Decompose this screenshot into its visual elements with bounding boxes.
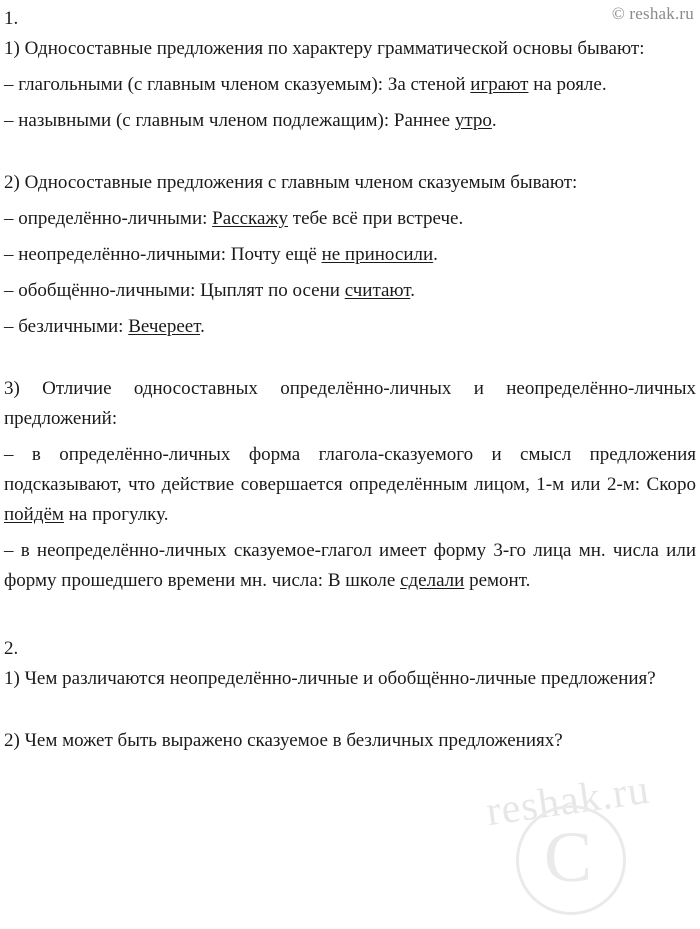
paragraph-text: 1) Чем различаются неопределённо-личные и обобщённо-личные предложения? <box>4 668 656 689</box>
paragraph-text-tail: . <box>433 244 438 265</box>
paragraph-text: – в определённо-личных форма глагола-сказуемого и смысл предложения подсказывают, что действие совершается определённым лицом, 1-м или 2-м: Скоро <box>4 444 696 495</box>
underlined-term: сделали <box>400 570 465 591</box>
watermark-letter: C <box>543 817 593 897</box>
spacer <box>4 700 696 726</box>
underlined-term: пойдём <box>4 504 64 525</box>
watermark-text: reshak.ru <box>483 766 653 836</box>
underlined-term: играют <box>470 74 529 95</box>
paragraph-text: – глагольными (с главным членом сказуемым): За стеной <box>4 74 471 95</box>
underlined-term: Вечереет <box>128 316 201 337</box>
paragraph-q2-1 <box>4 664 696 694</box>
paragraph-q1-1 <box>4 34 696 64</box>
section-number-1: 1. <box>4 8 19 29</box>
paragraph-text-tail: ремонт. <box>464 570 531 591</box>
paragraph-text: 1) Односоставные предложения по характеру грамматической основы бывают: <box>4 38 645 59</box>
paragraph-q1-1-b <box>4 106 696 136</box>
spacer <box>4 602 696 636</box>
paragraph-q1-3-b <box>4 536 696 596</box>
underlined-term: Расскажу <box>212 208 289 229</box>
watermark-circle <box>516 805 626 915</box>
paragraph-text: 2) Чем может быть выражено сказуемое в безличных предложениях? <box>4 730 563 751</box>
watermark-logo <box>438 735 698 925</box>
paragraph-text-tail: тебе всё при встрече. <box>288 208 464 229</box>
paragraph-q1-2-d <box>4 312 696 342</box>
paragraph-text: 3) Отличие односоставных определённо-личных и неопределённо-личных предложений: <box>4 378 696 429</box>
watermark-top-right: © reshak.ru <box>611 4 694 23</box>
underlined-term: утро <box>454 110 492 131</box>
section-number-2: 2. <box>4 638 19 659</box>
paragraph-text: 2) Односоставные предложения с главным членом сказуемым бывают: <box>4 172 578 193</box>
paragraph-q1-1-a <box>4 70 696 100</box>
paragraph-text-tail: . <box>200 316 205 337</box>
paragraph-text-tail: . <box>410 280 416 301</box>
paragraph-q1-3 <box>4 374 696 434</box>
paragraph-text-tail: на прогулку. <box>63 504 169 525</box>
paragraph-q1-3-a <box>4 440 696 530</box>
paragraph-text: – неопределённо-личными: Почту ещё <box>4 244 322 265</box>
paragraph-q2-2 <box>4 726 696 756</box>
paragraph-text: – назывными (с главным членом подлежащим): Раннее <box>4 110 455 131</box>
paragraph-text: – определённо-личными: <box>4 208 213 229</box>
paragraph-text-tail: . <box>491 110 497 131</box>
paragraph-text: – в неопределённо-личных сказуемое-глагол имеет форму 3-го лица мн. числа или форму прошедшего времени мн. числа: В школе <box>4 540 696 591</box>
paragraph-text: – обобщённо-личными: Цыплят по осени <box>4 280 345 301</box>
paragraph-text: – безличными: <box>4 316 129 337</box>
underlined-term: считают <box>344 280 411 301</box>
paragraph-text-tail: на рояле. <box>528 74 607 95</box>
underlined-term: не приносили <box>321 244 434 265</box>
paragraph-q1-2-b <box>4 240 696 270</box>
paragraph-q1-2-a <box>4 204 696 234</box>
paragraph-q1-2-c <box>4 276 696 306</box>
spacer <box>4 348 696 374</box>
spacer <box>4 142 696 168</box>
paragraph-q1-2 <box>4 168 696 198</box>
